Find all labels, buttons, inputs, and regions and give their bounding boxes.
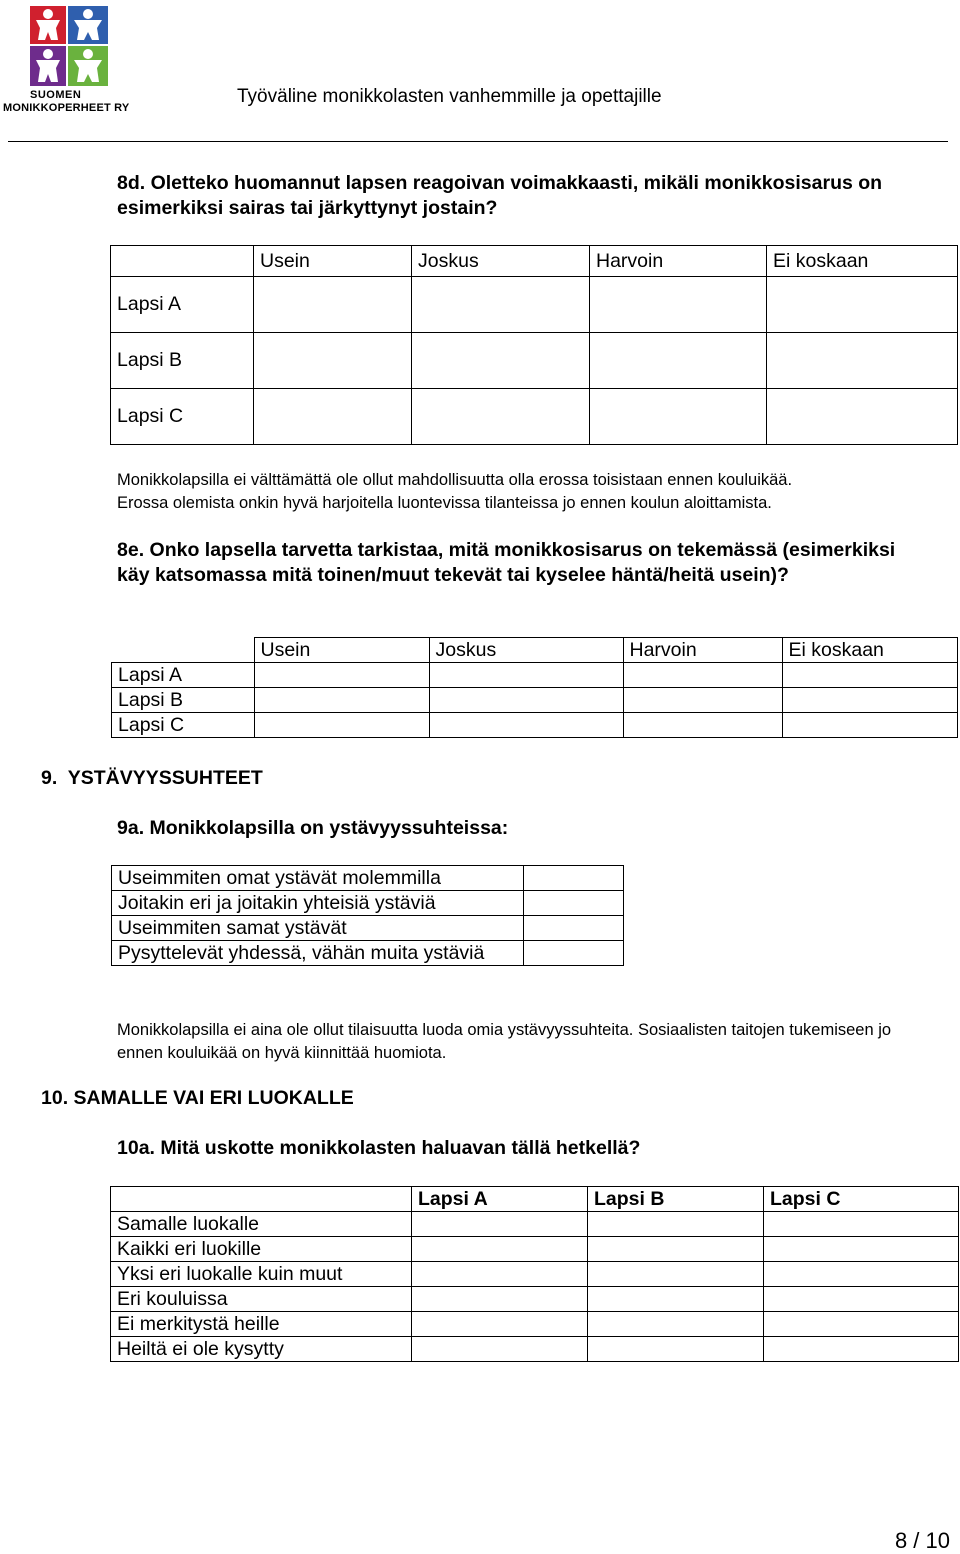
page-number: 8 / 10 (894, 1528, 950, 1553)
table-row (112, 891, 624, 916)
answer-cell[interactable] (782, 688, 958, 713)
table-row (112, 941, 624, 966)
header-divider (8, 141, 948, 142)
answer-cell[interactable] (254, 277, 412, 333)
answer-cell[interactable] (412, 1287, 588, 1312)
row-label: Kaikki eri luokille (111, 1237, 412, 1262)
question-9a: 9a. Monikkolapsilla on ystävyyssuhteissa: (117, 817, 509, 839)
question-8d: 8d. Oletteko huomannut lapsen reagoivan voimakkaasti, mikäli monikkosisarus on esimerkiksi sairas tai järkyttynyt jostain? (117, 172, 883, 219)
column-header: Ei koskaan (782, 638, 958, 663)
answer-cell[interactable] (590, 333, 767, 389)
table-corner-cell (111, 1187, 412, 1212)
answer-cell[interactable] (254, 389, 412, 445)
row-label: Useimmiten samat ystävät (112, 916, 524, 941)
answer-cell[interactable] (588, 1262, 764, 1287)
answer-cell[interactable] (412, 1212, 588, 1237)
table-row (111, 1262, 959, 1287)
answer-cell[interactable] (588, 1337, 764, 1362)
answer-cell[interactable] (254, 333, 412, 389)
table-header-row (111, 246, 958, 277)
logo-emblem-icon (2, 4, 112, 90)
answer-cell[interactable] (764, 1337, 959, 1362)
answer-cell[interactable] (590, 277, 767, 333)
answer-cell[interactable] (588, 1312, 764, 1337)
row-label: Heiltä ei ole kysytty (111, 1337, 412, 1362)
answer-cell[interactable] (764, 1312, 959, 1337)
table-8e (111, 637, 958, 738)
row-label: Lapsi C (112, 713, 255, 738)
column-header: Harvoin (623, 638, 782, 663)
table-row (111, 277, 958, 333)
table-row (111, 1287, 959, 1312)
column-header: Usein (254, 246, 412, 277)
table-row (111, 1337, 959, 1362)
note-8d-line2: Erossa olemista onkin hyvä harjoitella luontevissa tilanteissa jo ennen koulun aloittamista. (117, 494, 772, 512)
answer-cell[interactable] (412, 1262, 588, 1287)
table-corner-cell (111, 246, 254, 277)
table-row (112, 866, 624, 891)
document-title: Työväline monikkolasten vanhemmille ja opettajille (237, 86, 662, 107)
answer-cell[interactable] (588, 1212, 764, 1237)
answer-cell[interactable] (782, 663, 958, 688)
table-row (111, 333, 958, 389)
table-header-row (112, 638, 958, 663)
table-row (111, 1212, 959, 1237)
column-header: Lapsi B (588, 1187, 764, 1212)
note-8d-line1: Monikkolapsilla ei välttämättä ole ollut mahdollisuutta olla erossa toisistaan ennen kouluikää. (117, 471, 793, 489)
answer-cell[interactable] (524, 891, 624, 916)
row-label: Useimmiten omat ystävät molemmilla (112, 866, 524, 891)
answer-cell[interactable] (590, 389, 767, 445)
answer-cell[interactable] (623, 663, 782, 688)
column-header: Joskus (429, 638, 623, 663)
answer-cell[interactable] (524, 941, 624, 966)
table-9a (111, 865, 624, 966)
answer-cell[interactable] (623, 713, 782, 738)
row-label: Lapsi A (112, 663, 255, 688)
column-header: Lapsi C (764, 1187, 959, 1212)
table-corner-cell (112, 638, 255, 663)
row-label: Eri kouluissa (111, 1287, 412, 1312)
answer-cell[interactable] (254, 713, 429, 738)
row-label: Lapsi A (111, 277, 254, 333)
answer-cell[interactable] (412, 277, 590, 333)
table-row (112, 713, 958, 738)
table-row (112, 688, 958, 713)
table-row (111, 389, 958, 445)
answer-cell[interactable] (764, 1212, 959, 1237)
answer-cell[interactable] (767, 389, 958, 445)
answer-cell[interactable] (767, 277, 958, 333)
table-row (111, 1237, 959, 1262)
row-label: Yksi eri luokalle kuin muut (111, 1262, 412, 1287)
answer-cell[interactable] (588, 1287, 764, 1312)
answer-cell[interactable] (412, 389, 590, 445)
row-label: Samalle luokalle (111, 1212, 412, 1237)
logo-text-line2: MONIKKOPERHEET RY (3, 102, 130, 114)
answer-cell[interactable] (764, 1262, 959, 1287)
column-header: Usein (254, 638, 429, 663)
answer-cell[interactable] (412, 1237, 588, 1262)
answer-cell[interactable] (524, 866, 624, 891)
column-header: Joskus (412, 246, 590, 277)
logo-text-line1: SUOMEN (30, 89, 82, 101)
question-10a: 10a. Mitä uskotte monikkolasten haluavan tällä hetkellä? (117, 1137, 641, 1159)
question-8e: 8e. Onko lapsella tarvetta tarkistaa, mitä monikkosisarus on tekemässä (esimerkiksi käy katsomassa mitä toinen/muut tekevät tai kyselee häntä/heitä usein)? (117, 539, 896, 586)
answer-cell[interactable] (588, 1237, 764, 1262)
table-8d (110, 245, 958, 445)
answer-cell[interactable] (524, 916, 624, 941)
note-9: Monikkolapsilla ei aina ole ollut tilaisuutta luoda omia ystävyyssuhteita. Sosiaalisten taitojen tukemiseen jo ennen kouluikää on hyvä kiinnittää huomiota. (117, 1021, 892, 1062)
answer-cell[interactable] (782, 713, 958, 738)
row-label: Joitakin eri ja joitakin yhteisiä ystäviä (112, 891, 524, 916)
column-header: Lapsi A (412, 1187, 588, 1212)
answer-cell[interactable] (254, 688, 429, 713)
answer-cell[interactable] (412, 1337, 588, 1362)
answer-cell[interactable] (254, 663, 429, 688)
answer-cell[interactable] (429, 663, 623, 688)
column-header: Harvoin (590, 246, 767, 277)
answer-cell[interactable] (764, 1237, 959, 1262)
answer-cell[interactable] (412, 333, 590, 389)
row-label: Lapsi C (111, 389, 254, 445)
row-label: Pysyttelevät yhdessä, vähän muita ystäviä (112, 941, 524, 966)
column-header: Ei koskaan (767, 246, 958, 277)
answer-cell[interactable] (429, 713, 623, 738)
table-header-row (111, 1187, 959, 1212)
answer-cell[interactable] (412, 1312, 588, 1337)
answer-cell[interactable] (623, 688, 782, 713)
section-10-heading: 10. SAMALLE VAI ERI LUOKALLE (41, 1087, 354, 1109)
row-label: Ei merkitystä heille (111, 1312, 412, 1337)
table-row (111, 1312, 959, 1337)
table-10a (110, 1186, 959, 1362)
table-row (112, 916, 624, 941)
answer-cell[interactable] (767, 333, 958, 389)
row-label: Lapsi B (112, 688, 255, 713)
answer-cell[interactable] (764, 1287, 959, 1312)
row-label: Lapsi B (111, 333, 254, 389)
section-9-heading: 9. YSTÄVYYSSUHTEET (41, 767, 263, 789)
answer-cell[interactable] (429, 688, 623, 713)
table-row (112, 663, 958, 688)
